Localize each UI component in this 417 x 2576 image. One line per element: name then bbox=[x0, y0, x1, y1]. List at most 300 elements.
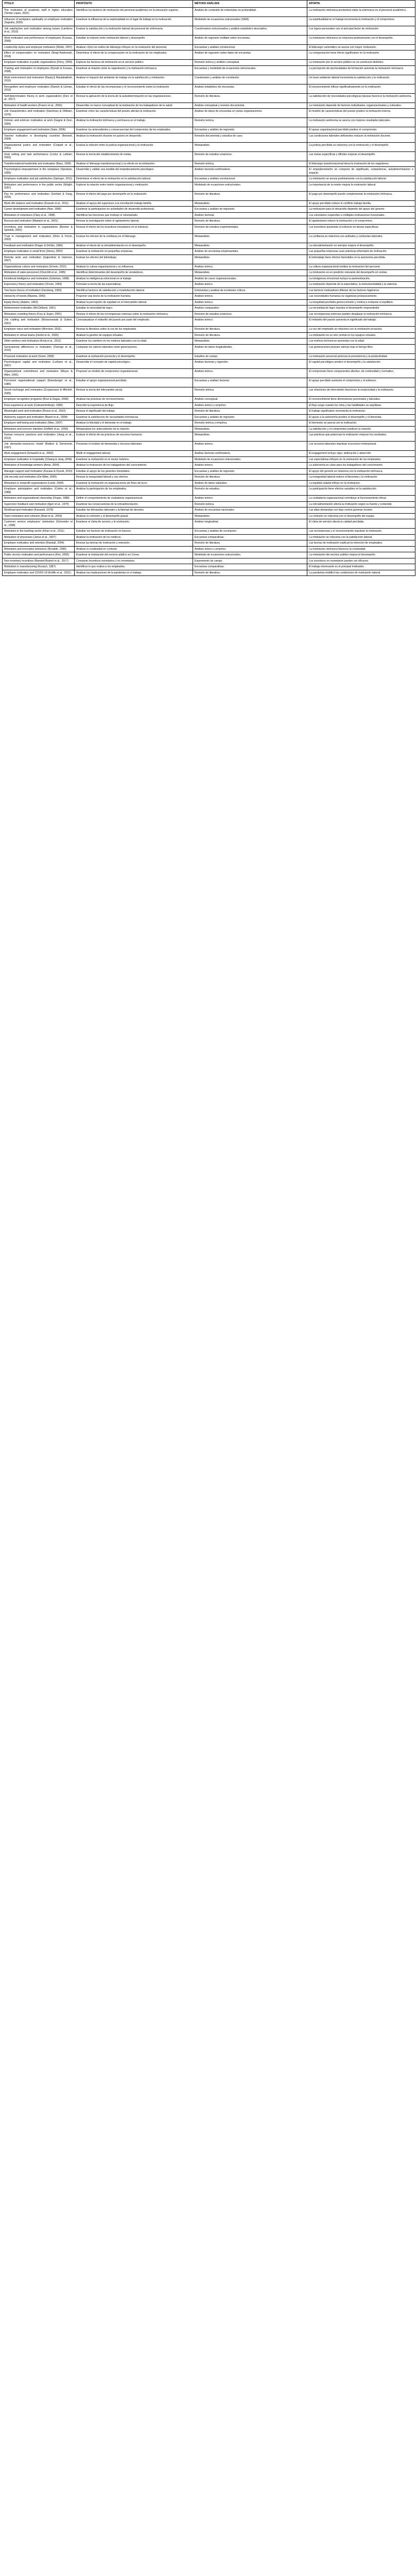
cell-metodo-analisis: Metaanálisis. bbox=[193, 426, 307, 432]
cell-aporte: El clima de servicio afecta la calidad percibida. bbox=[307, 519, 415, 529]
cell-proposito: Estudiar los factores de motivación en bancos. bbox=[75, 529, 193, 535]
cell-titulo: Work–life balance and motivation (Kossek et al., 2011) bbox=[3, 200, 75, 207]
cell-metodo-analisis: Análisis de encuestas empresariales. bbox=[193, 249, 307, 255]
table-row bbox=[3, 570, 415, 576]
cell-metodo-analisis: Análisis conceptual. bbox=[193, 397, 307, 403]
cell-aporte: Los voluntarios responden a múltiples motivaciones funcionales. bbox=[307, 212, 415, 218]
cell-aporte: El apoyo percibido reduce el conflicto trabajo-familia. bbox=[307, 200, 415, 207]
cell-metodo-analisis: Metaanálisis. bbox=[193, 233, 307, 243]
table-row bbox=[3, 409, 415, 415]
cell-titulo: Workload and motivation (Karasek, 1979) bbox=[3, 507, 75, 514]
cell-aporte: El reconocimiento influye significativamente en la motivación. bbox=[307, 84, 415, 93]
cell-metodo-analisis: Revisión de estudios empíricos. bbox=[193, 151, 307, 161]
cell-proposito: Analizar el impacto del ambiente de trabajo en la satisfacción y motivación. bbox=[75, 75, 193, 84]
table-row bbox=[3, 109, 415, 118]
cell-aporte: Los recursos laborales impulsan el proceso motivacional. bbox=[307, 442, 415, 451]
cell-metodo-analisis: Análisis teórico. bbox=[193, 317, 307, 327]
cell-metodo-analisis: Encuestas y análisis factorial. bbox=[193, 378, 307, 387]
cell-titulo: Employee participation and motivation (Cotton et al., 1988) bbox=[3, 486, 75, 496]
cell-aporte: Las expectativas influyen en la motivación de los empleados. bbox=[307, 456, 415, 463]
table-row bbox=[3, 233, 415, 243]
cell-metodo-analisis: Modelado de ecuaciones estructurales. bbox=[193, 182, 307, 191]
cell-titulo: Older workers and motivation (Kooij et al., 2011) bbox=[3, 338, 75, 345]
cell-proposito: Examinar el clima de servicio y la motivación. bbox=[75, 519, 193, 529]
cell-titulo: Prosocial motivation at work (Grant, 2008) bbox=[3, 353, 75, 360]
cell-titulo: Work motivation and performance of employees (Kuvaas, 2006) bbox=[3, 35, 75, 44]
cell-proposito: Explorar los factores de motivación en el servicio público. bbox=[75, 60, 193, 66]
cell-aporte: Las teorías de motivación explican la retención de empleados. bbox=[307, 540, 415, 547]
cell-aporte: La motivación para el desarrollo depende del apoyo del gerente. bbox=[307, 207, 415, 213]
cell-metodo-analisis: Metaanálisis. bbox=[193, 432, 307, 442]
cell-metodo-analisis: Análisis de datos de encuestas en varias organizaciones. bbox=[193, 109, 307, 118]
cell-proposito: Revisar las teorías de motivación y retención. bbox=[75, 540, 193, 547]
cell-proposito: Presentar el modelo de demandas y recursos laborales. bbox=[75, 442, 193, 451]
cell-titulo: Motivation in the banking sector (Khan et al., 2011) bbox=[3, 529, 75, 535]
cell-titulo: Equity theory (Adams, 1963) bbox=[3, 299, 75, 306]
table-row bbox=[3, 540, 415, 547]
cell-aporte: Los logros personales son el principal factor de motivación. bbox=[307, 26, 415, 35]
table-row bbox=[3, 249, 415, 255]
cell-titulo: Motivation and organizational citizenship (Organ, 1988) bbox=[3, 496, 75, 502]
cell-titulo: The motivation of academic staff in higher education (Tomás Lopes, 2021) bbox=[3, 7, 75, 16]
table-row bbox=[3, 463, 415, 469]
table-row bbox=[3, 327, 415, 333]
cell-proposito: Estudiar la necesidad de logro. bbox=[75, 306, 193, 312]
cell-titulo: Job satisfaction and motivation among nurses (Lambrou et al., 2010) bbox=[3, 26, 75, 35]
table-row bbox=[3, 142, 415, 151]
table-row bbox=[3, 317, 415, 327]
cell-aporte: La espiritualidad en el trabajo incrementa la motivación y el compromiso. bbox=[307, 16, 415, 26]
cell-metodo-analisis: Análisis teórico. bbox=[193, 496, 307, 502]
table-row bbox=[3, 338, 415, 345]
cell-proposito: Proponer una teoría de la motivación humana. bbox=[75, 294, 193, 300]
cell-aporte: La ciudadanía organizacional contribuye al funcionamiento eficaz. bbox=[307, 496, 415, 502]
cell-metodo-analisis: Análisis de datos longitudinales. bbox=[193, 344, 307, 353]
cell-aporte: La motivación depende de factores individuales, organizacionales y culturales. bbox=[307, 103, 415, 109]
cell-aporte: El liderazgo carismático se asocia con mayor motivación. bbox=[307, 44, 415, 50]
cell-proposito: Conceptualizar el rediseño del puesto por parte del empleado. bbox=[75, 317, 193, 327]
table-row bbox=[3, 360, 415, 369]
cell-titulo: Work engagement (Schaufeli et al., 2002) bbox=[3, 451, 75, 457]
table-row bbox=[3, 451, 415, 457]
cell-titulo: Leadership styles and employee motivation (Webb, 2007) bbox=[3, 44, 75, 50]
cell-aporte: El liderazgo transformacional eleva la motivación de los seguidores. bbox=[307, 161, 415, 167]
cell-titulo: Intrinsic and extrinsic motivation at work (Gagné & Deci, 2005) bbox=[3, 118, 75, 127]
cell-titulo: Recognition and employee motivation (Danish & Usman, 2010) bbox=[3, 84, 75, 93]
cell-aporte: La pandemia modificó las condiciones de motivación laboral. bbox=[307, 570, 415, 576]
cell-proposito: Estudiar el apoyo organizacional percibido. bbox=[75, 378, 193, 387]
cell-titulo: Motivation and turnover intention (Griffeth et al., 2000) bbox=[3, 426, 75, 432]
cell-metodo-analisis: Modelado de ecuaciones estructurales. bbox=[193, 456, 307, 463]
header-row bbox=[3, 1, 415, 8]
cell-proposito: Analizar la felicidad y el bienestar en el trabajo. bbox=[75, 420, 193, 427]
table-row bbox=[3, 501, 415, 507]
cell-titulo: Achievement motivation (McClelland, 1961) bbox=[3, 306, 75, 312]
cell-aporte: La motivación intrínseca predomina sobre la extrínseca en el personal académico. bbox=[307, 7, 415, 16]
table-row bbox=[3, 311, 415, 317]
cell-aporte: La confianza se relaciona con actitudes y conductas laborales. bbox=[307, 233, 415, 243]
cell-metodo-analisis: Metaanálisis. bbox=[193, 338, 307, 345]
cell-titulo: Psychological capital and motivation (Luthans et al., 2007) bbox=[3, 360, 75, 369]
table-row bbox=[3, 402, 415, 409]
cell-titulo: Employee well-being and motivation (Warr, 2007) bbox=[3, 420, 75, 427]
table-row bbox=[3, 552, 415, 558]
cell-aporte: El trabajo interesante es el principal motivador. bbox=[307, 564, 415, 570]
header-titulo: TÍTULO bbox=[3, 1, 75, 8]
table-row bbox=[3, 344, 415, 353]
cell-titulo: Motivation and innovative behaviour (Amabile, 1996) bbox=[3, 546, 75, 552]
cell-titulo: Motivation and performance in the public sector (Wright, 2007) bbox=[3, 182, 75, 191]
cell-metodo-analisis: Encuestas y análisis de regresión. bbox=[193, 468, 307, 474]
cell-metodo-analisis: Análisis de encuestas nacionales. bbox=[193, 507, 307, 514]
table-row bbox=[3, 513, 415, 519]
table-row bbox=[3, 218, 415, 225]
header-metodo-analisis: MÉTODO ANÁLISIS bbox=[193, 1, 307, 8]
cell-aporte: Un buen ambiente laboral incrementa la satisfacción y la motivación. bbox=[307, 75, 415, 84]
cell-metodo-analisis: Análisis longitudinal. bbox=[193, 519, 307, 529]
cell-aporte: El reconocimiento tiene dimensiones personales y laborales. bbox=[307, 397, 415, 403]
cell-proposito: Analizar la participación de los empleados. bbox=[75, 486, 193, 496]
cell-metodo-analisis: Análisis factorial. bbox=[193, 212, 307, 218]
cell-titulo: Career development and motivation (Noe, 1996) bbox=[3, 207, 75, 213]
cell-proposito: Metaanalizar los antecedentes de la rotación. bbox=[75, 426, 193, 432]
cell-metodo-analisis: Revisión de literatura. bbox=[193, 332, 307, 338]
cell-titulo: Employee motivation in public organizations (Perry, 2000) bbox=[3, 60, 75, 66]
cell-proposito: Desarrollar el concepto de capital psicológico. bbox=[75, 360, 193, 369]
table-row bbox=[3, 282, 415, 288]
cell-titulo: Team motivation and cohesion (Beal et al., 2003) bbox=[3, 513, 75, 519]
table-row bbox=[3, 16, 415, 26]
cell-metodo-analisis: Revisión de literatura. bbox=[193, 540, 307, 547]
table-row bbox=[3, 127, 415, 133]
table-row bbox=[3, 84, 415, 93]
cell-aporte: El apoyo a la autonomía predice el desempeño y el bienestar. bbox=[307, 414, 415, 420]
cell-titulo: Perceived organizational support (Eisenberger et al., 1986) bbox=[3, 378, 75, 387]
cell-proposito: Identificar determinantes del desempeño de vendedores. bbox=[75, 270, 193, 276]
cell-proposito: Estudiar la relación entre motivación laboral y desempeño. bbox=[75, 35, 193, 44]
cell-titulo: Employee engagement and motivation (Saks, 2006) bbox=[3, 127, 75, 133]
cell-proposito: Evaluar la relación entre la justicia organizacional y la motivación. bbox=[75, 142, 193, 151]
cell-titulo: Teacher motivation in developing countries (Bennell, 2004) bbox=[3, 133, 75, 142]
table-row bbox=[3, 387, 415, 397]
table-row bbox=[3, 200, 415, 207]
cell-aporte: La motivación autónoma se asocia con mejores resultados laborales. bbox=[307, 118, 415, 127]
table-row bbox=[3, 276, 415, 282]
cell-proposito: Identificar las funciones que motivan el voluntariado. bbox=[75, 212, 193, 218]
cell-aporte: La participación tiene efectos variables en la satisfacción. bbox=[307, 486, 415, 496]
cell-titulo: Influence of workplace spirituality on employee motivation (Saputra, 2020) bbox=[3, 16, 75, 26]
cell-proposito: Evaluar la satisfacción y la motivación laboral del personal de enfermería. bbox=[75, 26, 193, 35]
table-row bbox=[3, 167, 415, 176]
literature-review-table bbox=[2, 0, 415, 576]
cell-aporte: El compromiso tiene componentes afectivo, de continuidad y normativo. bbox=[307, 369, 415, 378]
cell-proposito: Identificar factores de satisfacción e insatisfacción laboral. bbox=[75, 287, 193, 294]
cell-titulo: Motivation of knowledge workers (Amar, 2004) bbox=[3, 463, 75, 469]
cell-aporte: Las altas demandas con bajo control generan tensión. bbox=[307, 507, 415, 514]
cell-metodo-analisis: Revisión de literatura. bbox=[193, 218, 307, 225]
cell-proposito: Examinar la relación entre la capacitación y la motivación intrínseca. bbox=[75, 65, 193, 75]
cell-aporte: La autonomía es clave para los trabajadores del conocimiento. bbox=[307, 463, 415, 469]
cell-metodo-analisis: Encuestas y análisis de correlación. bbox=[193, 529, 307, 535]
cell-metodo-analisis: Análisis de regresión múltiple sobre encuestas. bbox=[193, 35, 307, 44]
cell-metodo-analisis: Metaanálisis. bbox=[193, 270, 307, 276]
cell-aporte: La motivación prosocial potencia la persistencia y la productividad. bbox=[307, 353, 415, 360]
table-row bbox=[3, 93, 415, 103]
cell-aporte: Las pequeñas empresas usan prácticas informales de motivación. bbox=[307, 249, 415, 255]
table-row bbox=[3, 474, 415, 481]
cell-proposito: Examinar la motivación prosocial y el desempeño. bbox=[75, 353, 193, 360]
table-row bbox=[3, 75, 415, 84]
cell-titulo: Public service motivation and performance (Kim, 2005) bbox=[3, 552, 75, 558]
cell-proposito: Evaluar el efecto de las prácticas de recursos humanos. bbox=[75, 432, 193, 442]
cell-aporte: El empoderamiento se compone de significado, competencia, autodeterminación e impacto. bbox=[307, 167, 415, 176]
table-row bbox=[3, 118, 415, 127]
cell-titulo: Motivation crowding theory (Frey & Jegen, 2001) bbox=[3, 311, 75, 317]
cell-titulo: Goal setting and task performance (Locke & Latham, 2002) bbox=[3, 151, 75, 161]
cell-metodo-analisis: Revisión de literatura. bbox=[193, 474, 307, 481]
cell-metodo-analisis: Revisión de literatura. bbox=[193, 409, 307, 415]
cell-aporte: Las condiciones laborales deficientes reducen la motivación docente. bbox=[307, 133, 415, 142]
cell-aporte: La percepción de oportunidades de formación aumenta la motivación intrínseca. bbox=[307, 65, 415, 75]
cell-titulo: Expectancy theory and motivation (Vroom, 1964) bbox=[3, 282, 75, 288]
cell-titulo: Effect of compensation on motivation (Nnaji-Ihedinmah, 2018) bbox=[3, 50, 75, 60]
table-row bbox=[3, 496, 415, 502]
cell-titulo: Two-factor theory of motivation (Herzberg, 1959) bbox=[3, 287, 75, 294]
cell-proposito: Analizar el efecto de la retroalimentación en el desempeño. bbox=[75, 243, 193, 249]
cell-metodo-analisis: Análisis comparativo. bbox=[193, 306, 307, 312]
table-row bbox=[3, 369, 415, 378]
table-row bbox=[3, 65, 415, 75]
cell-titulo: Autonomy support and motivation (Baard et al., 2004) bbox=[3, 414, 75, 420]
cell-proposito: Revisar la investigación sobre el agotamiento laboral. bbox=[75, 218, 193, 225]
cell-metodo-analisis: Encuestas y análisis de regresión. bbox=[193, 207, 307, 213]
cell-proposito: Analizar la cultura organizacional y su influencia. bbox=[75, 264, 193, 270]
table-row bbox=[3, 243, 415, 249]
cell-aporte: La equidad salarial influye en la motivación. bbox=[307, 480, 415, 486]
table-row bbox=[3, 480, 415, 486]
table-row bbox=[3, 270, 415, 276]
cell-proposito: Examinar los cambios en los motivos laborales con la edad. bbox=[75, 338, 193, 345]
cell-aporte: La cultura organizacional moldea la motivación del personal. bbox=[307, 264, 415, 270]
cell-titulo: Manager support and motivation (Kuvaas & Dysvik, 2010) bbox=[3, 468, 75, 474]
cell-metodo-analisis: Análisis factorial confirmatorio. bbox=[193, 167, 307, 176]
cell-metodo-analisis: Revisión teórica. bbox=[193, 161, 307, 167]
cell-proposito: Analizar cómo los estilos de liderazgo influyen en la motivación del personal. bbox=[75, 44, 193, 50]
cell-proposito: Estudiar el apoyo de los gerentes inmediatos. bbox=[75, 468, 193, 474]
cell-proposito: Estudiar las demandas laborales y la libertad de decisión. bbox=[75, 507, 193, 514]
cell-titulo: Job security and motivation (De Witte, 2005) bbox=[3, 474, 75, 481]
cell-metodo-analisis: Encuestas y análisis de regresión. bbox=[193, 127, 307, 133]
cell-aporte: Los factores motivadores difieren de los factores higiénicos. bbox=[307, 287, 415, 294]
cell-proposito: Analizar las prácticas de reconocimiento. bbox=[75, 397, 193, 403]
cell-titulo: Job crafting and motivation (Wrzesniewski & Dutton, 2001) bbox=[3, 317, 75, 327]
cell-titulo: Job demands–resources model (Bakker & Demerouti, 2007) bbox=[3, 442, 75, 451]
cell-proposito: Examinar la satisfacción de necesidades intrínsecas. bbox=[75, 414, 193, 420]
cell-titulo: Motivation in virtual teams (Hertel et al., 2005) bbox=[3, 332, 75, 338]
cell-metodo-analisis: Cuestionarios estructurados y análisis estadístico descriptivo. bbox=[193, 26, 307, 35]
cell-proposito: Estudiar el efecto de las recompensas y el reconocimiento sobre la motivación. bbox=[75, 84, 193, 93]
cell-metodo-analisis: Análisis factorial confirmatorio. bbox=[193, 451, 307, 457]
table-row bbox=[3, 50, 415, 60]
cell-metodo-analisis: Análisis teórico. bbox=[193, 282, 307, 288]
cell-proposito: Identificar lo que motiva a los empleados. bbox=[75, 564, 193, 570]
cell-proposito: Desarrollar y validar una medida del empoderamiento psicológico. bbox=[75, 167, 193, 176]
cell-proposito: Examinar las consecuencias de la retroalimentación. bbox=[75, 501, 193, 507]
cell-titulo: Employee motivation and COVID-19 (Kniffin et al., 2021) bbox=[3, 570, 75, 576]
cell-metodo-analisis: Encuestas y análisis correlacional. bbox=[193, 44, 307, 50]
cell-aporte: El rediseño del puesto aumenta el significado del trabajo. bbox=[307, 317, 415, 327]
cell-titulo: Employee motivation in small firms (Storey, 2002) bbox=[3, 249, 75, 255]
cell-metodo-analisis: Análisis factorial y regresión. bbox=[193, 360, 307, 369]
table-row bbox=[3, 534, 415, 540]
cell-metodo-analisis: Encuestas comparativas. bbox=[193, 534, 307, 540]
table-row bbox=[3, 442, 415, 451]
cell-metodo-analisis: Análisis teórico. bbox=[193, 299, 307, 306]
cell-proposito: Analizar la motivación de los trabajadores del conocimiento. bbox=[75, 463, 193, 469]
table-row bbox=[3, 176, 415, 182]
table-row bbox=[3, 299, 415, 306]
table-row bbox=[3, 151, 415, 161]
cell-metodo-analisis: Metaanálisis. bbox=[193, 142, 307, 151]
table-row bbox=[3, 456, 415, 463]
table-row bbox=[3, 558, 415, 564]
cell-titulo: Employee motivation and job satisfaction (Springer, 2011) bbox=[3, 176, 75, 182]
table-row bbox=[3, 546, 415, 552]
cell-titulo: Work environment and motivation (Raziq & Maulabakhsh, 2015) bbox=[3, 75, 75, 84]
table-row bbox=[3, 60, 415, 66]
table-row bbox=[3, 414, 415, 420]
table-row bbox=[3, 44, 415, 50]
table-row bbox=[3, 420, 415, 427]
cell-metodo-analisis: Encuestas comparativas. bbox=[193, 564, 307, 570]
table-row bbox=[3, 486, 415, 496]
table-row bbox=[3, 103, 415, 109]
cell-aporte: Los incentivos no monetarios pueden ser eficaces. bbox=[307, 558, 415, 564]
cell-titulo: Trust in management and motivation (Dirks & Ferrin, 2002) bbox=[3, 233, 75, 243]
cell-aporte: La cohesión se relaciona con el desempeño del equipo. bbox=[307, 513, 415, 519]
cell-aporte: El pago por desempeño puede complementar la motivación intrínseca. bbox=[307, 191, 415, 200]
cell-metodo-analisis: Revisión de literatura. bbox=[193, 327, 307, 333]
cell-proposito: Definir el comportamiento de ciudadanía organizacional. bbox=[75, 496, 193, 502]
cell-metodo-analisis: Análisis teórico. bbox=[193, 463, 307, 469]
cell-proposito: Examinar la influencia de la espiritualidad en el lugar de trabajo en la motivación. bbox=[75, 16, 193, 26]
cell-titulo: Motivation in manufacturing (Kovach, 1987) bbox=[3, 564, 75, 570]
cell-proposito: Determinar el efecto de la motivación en la satisfacción laboral. bbox=[75, 176, 193, 182]
cell-metodo-analisis: Encuestas y modelado de ecuaciones estructurales. bbox=[193, 65, 307, 75]
cell-aporte: Las recompensas y el reconocimiento impulsan la motivación. bbox=[307, 529, 415, 535]
cell-titulo: Social exchange and motivation (Cropanzano & Mitchell, 2005) bbox=[3, 387, 75, 397]
cell-titulo: Transformational leadership and motivation (Bass, 1999) bbox=[3, 161, 75, 167]
cell-proposito: Medir el engagement laboral. bbox=[75, 451, 193, 457]
table-header bbox=[3, 1, 415, 8]
table-row bbox=[3, 432, 415, 442]
cell-proposito: Analizar la gestión de equipos virtuales. bbox=[75, 332, 193, 338]
table-body bbox=[3, 7, 415, 576]
cell-proposito: Revisar el efecto de las recompensas externas sobre la motivación intrínseca. bbox=[75, 311, 193, 317]
table-row bbox=[3, 191, 415, 200]
cell-proposito: Revisar la aplicación de la teoría de la autodeterminación en las organizaciones. bbox=[75, 93, 193, 103]
cell-aporte: La motivación depende de la expectativa, la instrumentalidad y la valencia. bbox=[307, 282, 415, 288]
table-row bbox=[3, 7, 415, 16]
cell-titulo: Organizational commitment and motivation (Meyer & Allen, 1991) bbox=[3, 369, 75, 378]
cell-titulo: Motivation of health workers (Franco et al., 2002) bbox=[3, 103, 75, 109]
cell-aporte: La justicia percibida se relaciona con la motivación y el desempeño. bbox=[307, 142, 415, 151]
cell-aporte: Los incentivos aumentan el esfuerzo en tareas específicas. bbox=[307, 224, 415, 233]
cell-titulo: Motivation of sales personnel (Churchill et al., 1985) bbox=[3, 270, 75, 276]
cell-proposito: Revisar el efecto del pago por desempeño en la motivación. bbox=[75, 191, 193, 200]
cell-aporte: Las prácticas que potencian la motivación mejoran los resultados. bbox=[307, 432, 415, 442]
cell-aporte: El bienestar se asocia con la motivación. bbox=[307, 420, 415, 427]
cell-metodo-analisis: Revisión de estudios experimentales. bbox=[193, 224, 307, 233]
cell-aporte: La satisfacción de necesidades psicológicas básicas favorece la motivación autónoma. bbox=[307, 93, 415, 103]
cell-titulo: Meaningful work and motivation (Rosso et al., 2010) bbox=[3, 409, 75, 415]
cell-proposito: Analizar el apoyo del supervisor a la conciliación trabajo-familia. bbox=[75, 200, 193, 207]
cell-metodo-analisis: Análisis teórico y empírico. bbox=[193, 546, 307, 552]
cell-titulo: Organizational justice and motivation (Colquitt et al., 2001) bbox=[3, 142, 75, 151]
table-row bbox=[3, 255, 415, 264]
cell-proposito: Examinar la motivación en pequeñas empresas. bbox=[75, 249, 193, 255]
cell-proposito: Analizar el liderazgo transformacional y su efecto en la motivación. bbox=[75, 161, 193, 167]
cell-titulo: Motivation of physicians (Janus et al., 2007) bbox=[3, 534, 75, 540]
cell-metodo-analisis: Entrevistas y análisis de incidentes críticos. bbox=[193, 287, 307, 294]
cell-aporte: La satisfacción y el compromiso predicen la rotación. bbox=[307, 426, 415, 432]
table-row bbox=[3, 264, 415, 270]
table-row bbox=[3, 294, 415, 300]
cell-titulo: Human resource practices and motivation (Jiang et al., 2012) bbox=[3, 432, 75, 442]
cell-metodo-analisis: Metaanálisis. bbox=[193, 255, 307, 264]
cell-aporte: El apoyo organizacional percibido predice el compromiso. bbox=[307, 127, 415, 133]
cell-titulo: Employee voice and motivation (Morrison, 2011) bbox=[3, 327, 75, 333]
cell-proposito: Analizar la inteligencia emocional en el trabajo. bbox=[75, 276, 193, 282]
cell-titulo: Motivation in nonprofit organizations (Leete, 2000) bbox=[3, 480, 75, 486]
cell-proposito: Comparar los valores laborales entre generaciones. bbox=[75, 344, 193, 353]
cell-proposito: Revisar la inseguridad laboral y sus efectos. bbox=[75, 474, 193, 481]
cell-titulo: Incentives and motivation in organizations (Bonner & Sprinkle, 2002) bbox=[3, 224, 75, 233]
cell-proposito: Explorar la relación entre misión organizacional y motivación. bbox=[75, 182, 193, 191]
table-row bbox=[3, 332, 415, 338]
cell-proposito: Describir la experiencia de flujo. bbox=[75, 402, 193, 409]
cell-proposito: Revisar el efecto de los incentivos monetarios en el esfuerzo. bbox=[75, 224, 193, 233]
cell-titulo: Supervisor feedback and motivation (Ilgen et al., 1979) bbox=[3, 501, 75, 507]
cell-metodo-analisis: Revisión de literatura. bbox=[193, 191, 307, 200]
cell-metodo-analisis: Estudios de campo. bbox=[193, 353, 307, 360]
table-row bbox=[3, 468, 415, 474]
cell-titulo: Generational differences in motivation (Twenge et al., 2010) bbox=[3, 344, 75, 353]
cell-proposito: Analizar la motivación intrínseca y extrínseca en el trabajo. bbox=[75, 118, 193, 127]
cell-proposito: Formular la teoría de las expectativas. bbox=[75, 282, 193, 288]
cell-aporte: La motivación por el servicio público es un constructo distintivo. bbox=[307, 60, 415, 66]
cell-aporte: Las recompensas externas pueden desplazar la motivación intrínseca. bbox=[307, 311, 415, 317]
cell-metodo-analisis: Metaanálisis. bbox=[193, 513, 307, 519]
table-row bbox=[3, 353, 415, 360]
cell-metodo-analisis: Revisión teórica y análisis conceptual. bbox=[193, 60, 307, 66]
cell-titulo: Flow experience at work (Csikszentmihalyi, 1990) bbox=[3, 402, 75, 409]
cell-aporte: Los motivos intrínsecos aumentan con la edad. bbox=[307, 338, 415, 345]
cell-proposito: Evaluar los efectos de la confianza en el liderazgo. bbox=[75, 233, 193, 243]
cell-aporte: El trabajo significativo incrementa la motivación. bbox=[307, 409, 415, 415]
table-row bbox=[3, 35, 415, 44]
cell-proposito: Analizar la cohesión y el desempeño grupal. bbox=[75, 513, 193, 519]
table-row bbox=[3, 564, 415, 570]
cell-aporte: El apoyo percibido aumenta el compromiso y el esfuerzo. bbox=[307, 378, 415, 387]
table-row bbox=[3, 224, 415, 233]
cell-aporte: El apoyo del gerente se relaciona con la motivación intrínseca. bbox=[307, 468, 415, 474]
table-row bbox=[3, 306, 415, 312]
cell-metodo-analisis: Análisis de regresión sobre datos de encuestas. bbox=[193, 50, 307, 60]
table-row bbox=[3, 287, 415, 294]
table-row bbox=[3, 378, 415, 387]
cell-aporte: El teletrabajo tiene efectos favorables en la autonomía percibida. bbox=[307, 255, 415, 264]
